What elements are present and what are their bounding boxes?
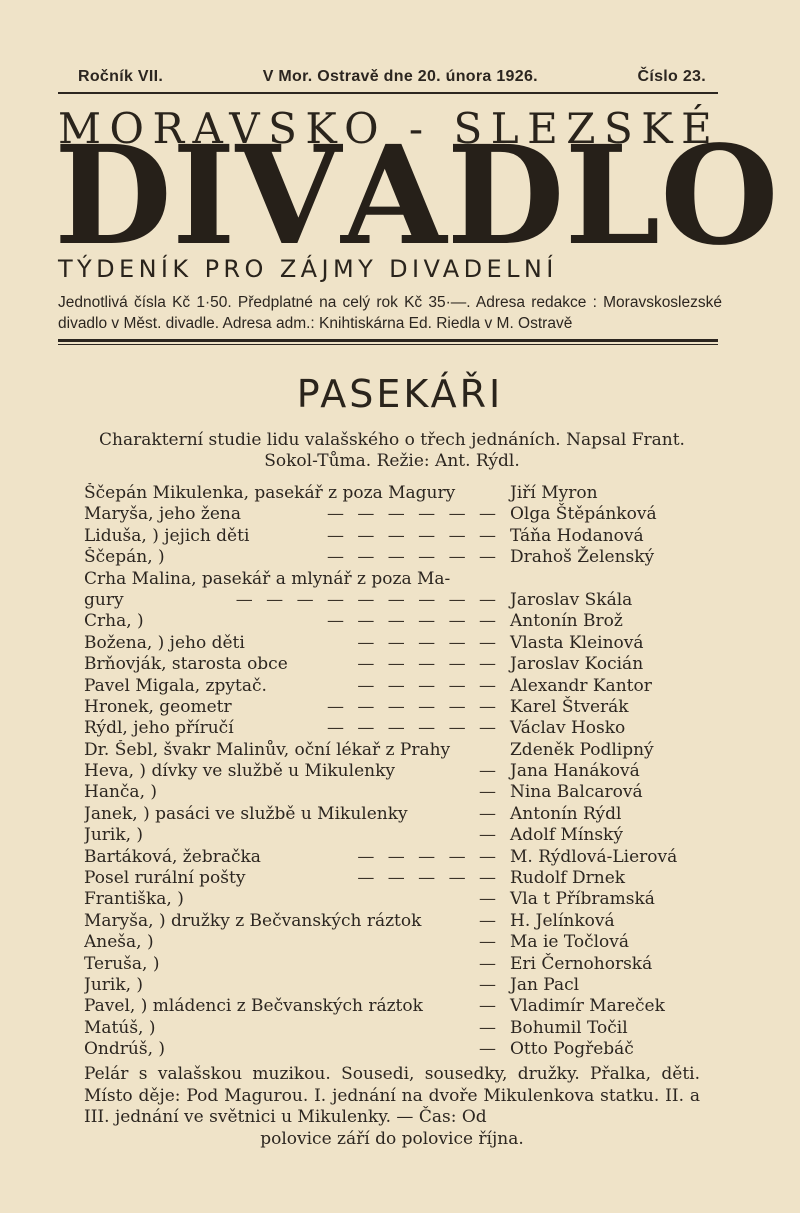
leader-dashes: — — — — — — bbox=[326, 547, 500, 568]
cast-role-cell bbox=[84, 1039, 500, 1059]
cast-actor: Táňa Hodanová bbox=[510, 525, 644, 546]
masthead-title-letter: D bbox=[54, 116, 172, 276]
cast-role: Brňovják, starosta obce bbox=[84, 654, 288, 675]
cast-actor: Zdeněk Podlipný bbox=[510, 739, 654, 760]
cast-role-cell bbox=[84, 547, 500, 567]
cast-row bbox=[84, 654, 704, 675]
leader-dashes: — bbox=[479, 825, 500, 846]
leader-dashes: — — — — — — bbox=[326, 696, 500, 717]
volume-label: Ročník VII. bbox=[78, 68, 164, 85]
cast-actor: Jana Hanáková bbox=[510, 761, 640, 782]
masthead-title-letter: D bbox=[446, 116, 565, 276]
cast-role-cell bbox=[84, 889, 500, 909]
cast-role: Bartáková, žebračka bbox=[84, 846, 261, 867]
masthead-title-letter: O bbox=[660, 116, 779, 276]
cast-actor: Vla t Příbramská bbox=[510, 889, 655, 910]
cast-role-cell bbox=[84, 569, 500, 589]
cast-actor: Rudolf Drnek bbox=[510, 868, 626, 889]
cast-role-cell bbox=[84, 633, 500, 653]
leader-dashes: — bbox=[479, 932, 500, 953]
cast-role: Aneša, ) bbox=[84, 932, 154, 953]
cast-role-cell bbox=[84, 782, 500, 802]
cast-actor: Antonín Rýdl bbox=[510, 803, 622, 824]
cast-row bbox=[84, 483, 704, 504]
cast-role: Maryša, ) družky z Bečvanských ráztok bbox=[84, 910, 422, 931]
cast-role: Pavel, ) mládenci z Bečvanských ráztok bbox=[84, 996, 423, 1017]
cast-row bbox=[84, 868, 704, 889]
cast-role-cell bbox=[84, 590, 500, 610]
cast-role-cell bbox=[84, 932, 500, 952]
cast-actor: Václav Hosko bbox=[510, 718, 626, 739]
date-label: V Mor. Ostravě dne 20. února 1926. bbox=[262, 68, 538, 85]
cast-role-cell bbox=[84, 654, 500, 674]
leader-dashes: — — — — — — bbox=[326, 611, 500, 632]
cast-row bbox=[84, 526, 704, 547]
cast-role-cell bbox=[84, 975, 500, 995]
cast-role-cell bbox=[84, 718, 500, 738]
cast-role: Hronek, geometr bbox=[84, 696, 232, 717]
footer-text bbox=[84, 1064, 700, 1150]
cast-role-cell bbox=[84, 676, 500, 696]
cast-role-cell bbox=[84, 1018, 500, 1038]
cast-role: Františka, ) bbox=[84, 889, 184, 910]
leader-dashes: — bbox=[479, 761, 500, 782]
leader-dashes: — — — — — bbox=[357, 846, 500, 867]
cast-row bbox=[84, 932, 704, 953]
leader-dashes: — bbox=[479, 889, 500, 910]
masthead-title-letter: A bbox=[341, 116, 447, 276]
leader-dashes: — — — — — — bbox=[326, 525, 500, 546]
masthead-subtitle: TÝDENÍK PRO ZÁJMY DIVADELNÍ bbox=[58, 255, 558, 283]
leader-dashes: — bbox=[479, 782, 500, 803]
leader-dashes: — — — — — bbox=[357, 632, 500, 653]
cast-row bbox=[84, 911, 704, 932]
cast-role-cell bbox=[84, 483, 500, 503]
cast-row bbox=[84, 569, 704, 590]
cast-role: Maryša, jeho žena bbox=[84, 504, 241, 525]
cast-actor: Drahoš Želenský bbox=[510, 547, 655, 568]
cast-row bbox=[84, 697, 704, 718]
cast-role-cell bbox=[84, 526, 500, 546]
cast-actor: Antonín Brož bbox=[510, 611, 623, 632]
footer-last-line: polovice září do polovice října. bbox=[260, 1128, 524, 1149]
cast-role: Liduša, ) jejich děti bbox=[84, 525, 250, 546]
cast-actor: Adolf Mínský bbox=[510, 825, 623, 846]
cast-role: Crha Malina, pasekář a mlynář z poza Ma- bbox=[84, 568, 451, 589]
cast-role: Posel rurální pošty bbox=[84, 868, 246, 889]
masthead-title-letter: L bbox=[564, 116, 661, 276]
cast-role: gury bbox=[84, 589, 124, 610]
cast-row bbox=[84, 975, 704, 996]
cast-actor: Alexandr Kantor bbox=[510, 675, 652, 696]
cast-role: Heva, ) dívky ve službě u Mikulenky bbox=[84, 761, 395, 782]
issue-number: Číslo 23. bbox=[637, 68, 706, 85]
cast-actor: Olga Štěpánková bbox=[510, 504, 657, 525]
leader-dashes: — bbox=[479, 974, 500, 995]
cast-role-cell bbox=[84, 740, 500, 760]
cast-row bbox=[84, 825, 704, 846]
cast-role: Ščepán Mikulenka, pasekář z poza Magury bbox=[84, 483, 456, 503]
cast-row bbox=[84, 847, 704, 868]
leader-dashes: — bbox=[479, 996, 500, 1017]
cast-role: Pavel Migala, zpytač. bbox=[84, 675, 267, 696]
cast-role-cell bbox=[84, 611, 500, 631]
cast-actor: M. Rýdlová-Lierová bbox=[510, 846, 678, 867]
cast-actor: H. Jelínková bbox=[510, 910, 615, 931]
cast-actor: Otto Pogřebáč bbox=[510, 1039, 634, 1060]
cast-role-cell bbox=[84, 911, 500, 931]
cast-actor: Jan Pacl bbox=[510, 974, 580, 995]
cast-row bbox=[84, 804, 704, 825]
cast-row bbox=[84, 996, 704, 1017]
cast-role-cell bbox=[84, 996, 500, 1016]
cast-list bbox=[84, 483, 704, 1061]
cast-role-cell bbox=[84, 825, 500, 845]
cast-role: Hanča, ) bbox=[84, 782, 158, 803]
cast-actor: Vladimír Mareček bbox=[510, 996, 665, 1017]
cast-actor: Nina Balcarová bbox=[510, 782, 643, 803]
leader-dashes: — — — — — — — — — bbox=[235, 589, 500, 610]
masthead-bottom-rule bbox=[58, 339, 718, 342]
cast-actor: Bohumil Točil bbox=[510, 1017, 628, 1038]
cast-role: Dr. Šebl, švakr Malinův, oční lékař z Prahy bbox=[84, 739, 451, 760]
leader-dashes: — — — — — — bbox=[326, 504, 500, 525]
cast-role: Janek, ) pasáci ve službě u Mikulenky bbox=[84, 803, 408, 824]
masthead-info: Jednotlivá čísla Kč 1·50. Předplatné na celý rok Kč 35·—. Adresa redakce : Moravskoslezské divadlo v Měst. divadle. Adresa adm.: Knihtiskárna Ed. Riedla v M. Ostravě bbox=[58, 294, 722, 332]
cast-role-cell bbox=[84, 804, 500, 824]
cast-row bbox=[84, 740, 704, 761]
cast-actor: Vlasta Kleinová bbox=[510, 632, 644, 653]
leader-dashes: — bbox=[479, 910, 500, 931]
cast-role: Ondrúš, ) bbox=[84, 1039, 166, 1060]
cast-actor: Jiří Myron bbox=[510, 483, 598, 503]
leader-dashes: — bbox=[479, 1017, 500, 1038]
cast-role: Božena, ) jeho děti bbox=[84, 632, 245, 653]
cast-actor: Ma ie Točlová bbox=[510, 932, 630, 953]
play-description: Charakterní studie lidu valašského o třech jednáních. Napsal Frant. Sokol-Tůma. Režie: Ant. Rýdl. bbox=[99, 430, 685, 471]
cast-role-cell bbox=[84, 504, 500, 524]
leader-dashes: — bbox=[479, 803, 500, 824]
footer-paragraph: Pelár s valašskou muzikou. Sousedi, sousedky, družky. Přalka, děti. Místo děje: Pod Magurou. I. jednání na dvoře Mikulenkova statku. II. a III. jednání ve světnici u Mikulenky. — Čas: Od bbox=[84, 1064, 700, 1128]
cast-row bbox=[84, 1039, 704, 1060]
cast-role-cell bbox=[84, 868, 500, 888]
cast-row bbox=[84, 889, 704, 910]
cast-role: Teruša, ) bbox=[84, 953, 160, 974]
cast-row bbox=[84, 611, 704, 632]
cast-row bbox=[84, 761, 704, 782]
leader-dashes: — — — — — bbox=[357, 675, 500, 696]
cast-role: Jurik, ) bbox=[84, 825, 144, 846]
cast-row bbox=[84, 633, 704, 654]
masthead-bottom-rule-thin bbox=[58, 344, 718, 345]
masthead-title-letter: V bbox=[235, 116, 342, 276]
top-rule bbox=[58, 92, 718, 94]
leader-dashes: — — — — — bbox=[357, 868, 500, 889]
masthead-title-letter: I bbox=[171, 116, 236, 276]
cast-role: Jurik, ) bbox=[84, 974, 144, 995]
leader-dashes: — bbox=[479, 953, 500, 974]
cast-role-cell bbox=[84, 761, 500, 781]
cast-actor: Jaroslav Skála bbox=[510, 589, 633, 610]
cast-row bbox=[84, 1018, 704, 1039]
cast-row bbox=[84, 504, 704, 525]
cast-row bbox=[84, 590, 704, 611]
masthead-overtitle: MORAVSKO - SLEZSKÉ bbox=[58, 104, 721, 153]
issue-line bbox=[78, 68, 706, 86]
cast-row bbox=[84, 782, 704, 803]
cast-actor: Eri Černohorská bbox=[510, 953, 653, 974]
cast-row bbox=[84, 954, 704, 975]
cast-row bbox=[84, 676, 704, 697]
play-title: PASEKÁŘI bbox=[296, 372, 504, 416]
cast-actor: Jaroslav Kocián bbox=[510, 654, 644, 675]
cast-role-cell bbox=[84, 954, 500, 974]
cast-role-cell bbox=[84, 847, 500, 867]
cast-role: Rýdl, jeho příručí bbox=[84, 718, 234, 739]
cast-actor: Karel Štverák bbox=[510, 696, 629, 717]
cast-role: Ščepán, ) bbox=[84, 547, 165, 568]
cast-role-cell bbox=[84, 697, 500, 717]
cast-role: Crha, ) bbox=[84, 611, 144, 632]
cast-role: Matúš, ) bbox=[84, 1017, 156, 1038]
leader-dashes: — — — — — — bbox=[326, 718, 500, 739]
leader-dashes: — — — — — bbox=[357, 654, 500, 675]
cast-row bbox=[84, 718, 704, 739]
cast-row bbox=[84, 547, 704, 568]
leader-dashes: — bbox=[479, 1039, 500, 1060]
